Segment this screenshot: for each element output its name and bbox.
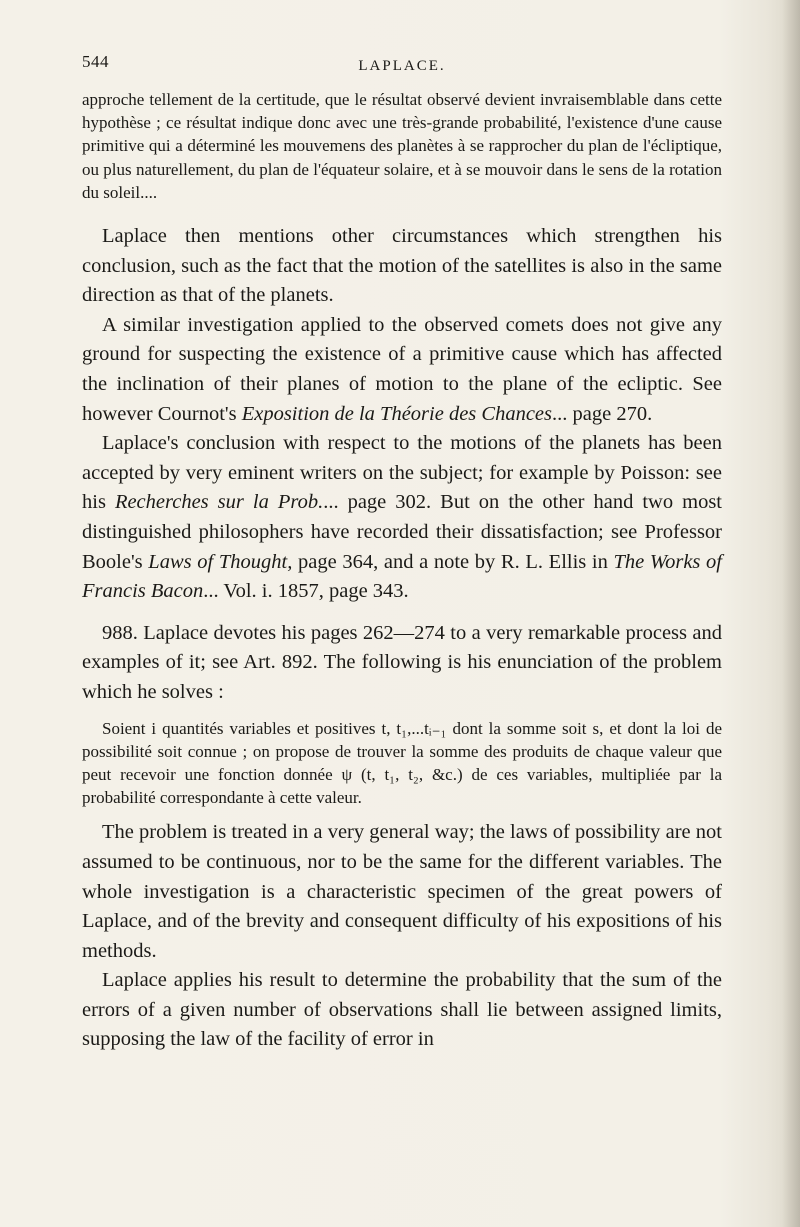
french-problem-statement: Soient i quantités variables et positives t, t₁,...tᵢ₋₁ dont la somme soit s, et dont la loi de possibilité soit connue ; on propose de trouver la somme des produits de chaque valeur que peut recevoir une fonction donnée ψ (t, t₁, t₂, &c.) de ces variables, multipliée par la probabilité correspondante à cette valeur. <box>82 718 722 808</box>
paragraph-conclusion-text-a: Laplace's conclusion with respect to the motions of the planets has been accepted by very eminent writers on the subject; for example by Poisson: see his <box>82 432 722 514</box>
paragraph-conclusion-text-d: ... Vol. i. 1857, page 343. <box>203 580 409 603</box>
page-header <box>82 52 722 76</box>
boole-title: Laws of Thought, <box>148 550 293 573</box>
paragraph-general-treatment: The problem is treated in a very general way; the laws of possibility are not assumed to be continuous, nor to be the same for the different variables. The whole investigation is a characteristic specimen of the great powers of Laplace, and of the brevity and consequent difficulty of his expositions of his methods. <box>82 821 722 962</box>
paragraph-errors-application: Laplace applies his result to determine the probability that the sum of the errors of a given number of observations shall lie between assigned limits, supposing the law of the facility of error in <box>82 969 722 1051</box>
article-988: 988. Laplace devotes his pages 262—274 to a very remarkable process and examples of it; see Art. 892. The following is his enunciation of the problem which he solves : <box>82 621 722 703</box>
paragraph-comets-text: A similar investigation applied to the observed comets does not give any ground for suspecting the existence of a primitive cause which has affected the inclination of their planes of motion to the plane of the ecliptic. See however Cournot's <box>82 313 722 425</box>
page-edge-shadow <box>782 0 800 1227</box>
poisson-title: Recherches sur la Prob. <box>114 491 324 514</box>
paragraph-comets-page: ... page 270. <box>552 402 653 425</box>
french-quote-continuation: approche tellement de la certitude, que le résultat observé devient invraisemblable dans cette hypothèse ; ce résultat indique donc avec une très-grande probabilité, l'existence d'une cause primitive qui a déterminé les mouvemens des planètes à se rapprocher du plan de l'écliptique, ou plus naturellement, du plan de l'équateur solaire, et à se mouvoir dans le sens de la rotation du soleil.... <box>82 90 722 202</box>
page-number: 544 <box>82 52 109 71</box>
paragraph-conclusion-text-b: ... page 302. But on the other hand two most distinguished philosophers have recorded their dissatisfaction; see Professor Boole's <box>82 491 722 573</box>
running-head: LAPLACE. <box>358 58 446 74</box>
paragraph-conclusion-text-c: page 364, and a note by R. L. Ellis in <box>292 550 614 573</box>
page-body <box>82 88 722 1055</box>
cournot-title: Exposition de la Théorie des Chances <box>241 402 553 425</box>
paragraph-conclusion-accepted <box>82 429 722 607</box>
paragraph-satellites: Laplace then mentions other circumstances which strengthen his conclusion, such as the fact that the motion of the satellites is also in the same direction as that of the planets. <box>82 225 722 307</box>
paragraph-comets <box>82 311 722 429</box>
bacon-title: The Works of Francis Bacon <box>82 550 723 603</box>
